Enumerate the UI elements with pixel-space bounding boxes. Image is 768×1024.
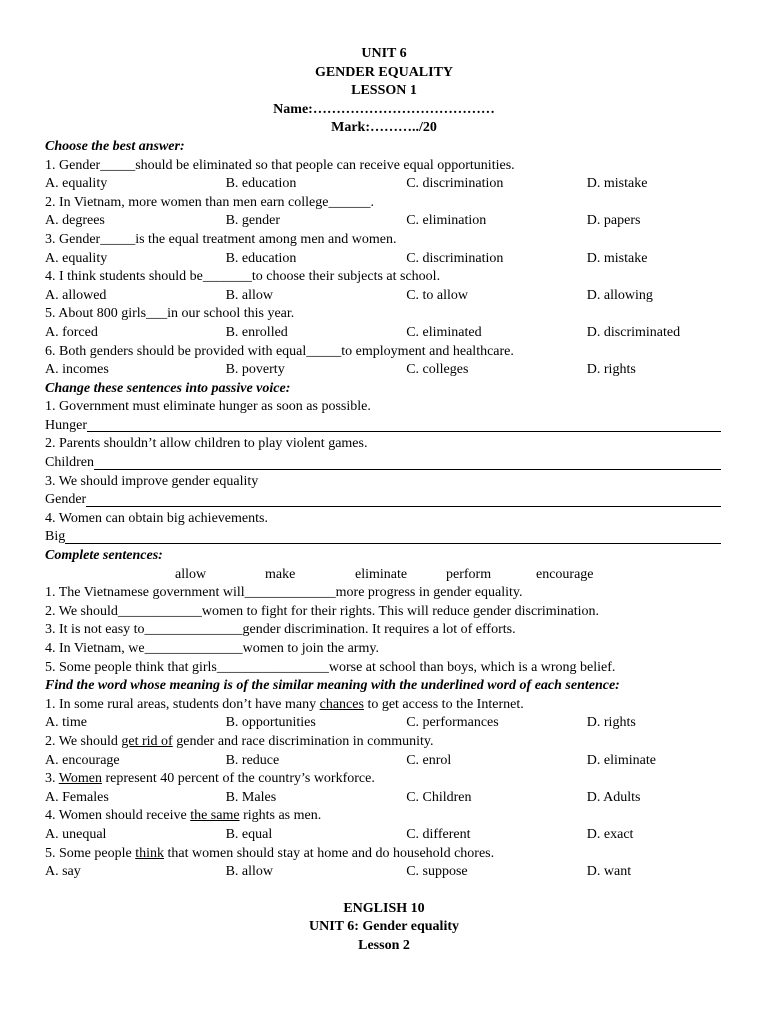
word-bank-item: make: [265, 566, 296, 582]
answer-option: A. degrees: [45, 213, 105, 229]
name-field: Name:…………………………………: [273, 101, 495, 117]
answer-line: [45, 528, 723, 547]
answer-option: A. equality: [45, 176, 108, 192]
answer-start-word: Children: [45, 455, 94, 471]
answer-option: B. allow: [225, 864, 274, 880]
options-row: [45, 826, 723, 845]
answer-option: D. eliminate: [586, 752, 656, 768]
answer-option: B. education: [225, 176, 297, 192]
answer-option: A. forced: [45, 324, 98, 340]
synonym-question: [45, 807, 723, 826]
answer-option: C. different: [406, 826, 471, 842]
answer-option: A. allowed: [45, 287, 107, 303]
answer-option: C. to allow: [406, 287, 469, 303]
word-bank: [45, 566, 723, 585]
synonym-question: [45, 845, 723, 864]
answer-rule: [86, 492, 721, 507]
answer-option: D. Adults: [586, 789, 641, 805]
question-pre: 2. We should: [45, 733, 122, 749]
answer-line: [45, 454, 723, 473]
answer-option: C. discrimination: [406, 176, 504, 192]
footer-unit-heading: UNIT 6: Gender equality: [309, 919, 459, 935]
answer-option: C. discrimination: [406, 250, 504, 266]
question-pre: 3.: [45, 771, 59, 787]
answer-option: D. mistake: [586, 176, 648, 192]
completion-sentence: 1. The Vietnamese government will_____________more progress in gender equality.: [45, 585, 523, 601]
answer-option: B. allow: [225, 287, 274, 303]
answer-option: A. Females: [45, 789, 109, 805]
answer-option: A. say: [45, 864, 81, 880]
question-text: 4. I think students should be_______to choose their subjects at school.: [45, 269, 441, 285]
answer-option: A. encourage: [45, 752, 120, 768]
answer-option: B. reduce: [225, 752, 280, 768]
question-post: gender and race discrimination in community.: [172, 733, 434, 749]
answer-option: A. incomes: [45, 362, 109, 378]
answer-option: B. equal: [225, 826, 273, 842]
answer-rule: [87, 417, 721, 432]
footer-lesson-heading: Lesson 2: [358, 937, 410, 953]
answer-option: D. discriminated: [586, 324, 681, 340]
section-passive: [45, 398, 723, 547]
options-row: [45, 212, 723, 231]
question-post: represent 40 percent of the country’s workforce.: [101, 771, 375, 787]
answer-option: D. rights: [586, 362, 636, 378]
answer-rule: [65, 529, 721, 544]
sentence-prompt: 4. Women can obtain big achievements.: [45, 510, 268, 526]
completion-sentence: 4. In Vietnam, we______________women to join the army.: [45, 641, 379, 656]
answer-line: [45, 491, 723, 510]
answer-option: C. suppose: [406, 864, 468, 880]
section-passive-title: Change these sentences into passive voice:: [45, 380, 291, 396]
answer-option: B. education: [225, 250, 297, 266]
options-row: [45, 250, 723, 269]
word-bank-item: allow: [175, 566, 207, 582]
options-row: [45, 324, 723, 343]
unit-heading: UNIT 6: [361, 46, 407, 61]
answer-option: B. gender: [225, 213, 281, 229]
completion-sentence: 3. It is not easy to______________gender discrimination. It requires a lot of efforts.: [45, 622, 516, 638]
underlined-word: think: [135, 845, 164, 861]
section-synonym: [45, 696, 723, 882]
answer-option: D. allowing: [586, 287, 653, 303]
synonym-question: [45, 733, 723, 752]
sentence-prompt: 3. We should improve gender equality: [45, 473, 259, 489]
answer-option: D. papers: [586, 213, 641, 229]
topic-heading: GENDER EQUALITY: [314, 64, 454, 80]
answer-start-word: Gender: [45, 492, 87, 508]
word-bank-item: eliminate: [355, 566, 408, 582]
answer-option: C. enrol: [406, 752, 452, 768]
sentence-prompt: 2. Parents shouldn’t allow children to play violent games.: [45, 436, 368, 452]
answer-option: B. opportunities: [225, 715, 316, 731]
answer-option: A. time: [45, 715, 87, 731]
options-row: [45, 714, 723, 733]
question-pre: 1. In some rural areas, students don’t have many: [45, 696, 320, 712]
section-synonym-title: Find the word whose meaning is of the similar meaning with the underlined word of each sentence:: [45, 678, 620, 694]
question-text: 6. Both genders should be provided with equal_____to employment and healthcare.: [45, 343, 514, 359]
answer-start-word: Big: [45, 529, 66, 545]
answer-start-word: Hunger: [45, 417, 87, 433]
synonym-question: [45, 696, 723, 715]
completion-sentence: 5. Some people think that girls________________worse at school than boys, which is a wrong belief.: [45, 659, 616, 675]
sentence-prompt: 1. Government must eliminate hunger as soon as possible.: [45, 399, 371, 415]
answer-option: D. want: [586, 864, 632, 880]
answer-option: B. enrolled: [225, 324, 288, 340]
word-bank-item: encourage: [536, 566, 594, 582]
options-row: [45, 789, 723, 808]
answer-option: C. eliminated: [406, 324, 482, 340]
question-text: 2. In Vietnam, more women than men earn college______.: [45, 194, 374, 210]
section-choose: [45, 157, 723, 380]
answer-option: A. unequal: [45, 826, 107, 842]
options-row: [45, 175, 723, 194]
options-row: [45, 863, 723, 882]
answer-option: D. exact: [586, 826, 634, 842]
question-text: 3. Gender_____is the equal treatment among men and women.: [45, 231, 397, 247]
mark-field: Mark:………../20: [331, 120, 437, 136]
question-text: 5. About 800 girls___in our school this year.: [45, 306, 295, 322]
question-text: 1. Gender_____should be eliminated so that people can receive equal opportunities.: [45, 157, 515, 173]
answer-option: D. mistake: [586, 250, 648, 266]
question-pre: 5. Some people: [45, 845, 136, 861]
section-complete-title: Complete sentences:: [45, 548, 163, 564]
answer-option: C. colleges: [406, 362, 469, 378]
options-row: [45, 287, 723, 306]
answer-option: C. elimination: [406, 213, 487, 229]
lesson-heading: LESSON 1: [351, 83, 417, 99]
answer-rule: [94, 455, 721, 470]
word-bank-item: perform: [446, 566, 492, 582]
completion-sentence: 2. We should____________women to fight for their rights. This will reduce gender discrimination.: [45, 603, 599, 619]
underlined-word: get rid of: [121, 733, 173, 749]
section-complete: [45, 584, 723, 677]
section-choose-title: Choose the best answer:: [45, 138, 185, 154]
question-pre: 4. Women should receive: [45, 808, 191, 824]
course-heading: ENGLISH 10: [343, 900, 425, 916]
question-post: to get access to the Internet.: [363, 696, 524, 712]
synonym-question: [45, 770, 723, 789]
answer-option: C. performances: [406, 715, 499, 731]
answer-option: A. equality: [45, 250, 108, 266]
underlined-word: chances: [319, 696, 364, 712]
answer-option: B. Males: [225, 789, 277, 805]
question-post: rights as men.: [239, 808, 322, 824]
options-row: [45, 752, 723, 771]
answer-option: B. poverty: [225, 362, 285, 378]
underlined-word: Women: [58, 771, 102, 787]
options-row: [45, 361, 723, 380]
question-post: that women should stay at home and do household chores.: [164, 845, 495, 861]
answer-line: [45, 417, 723, 436]
answer-option: C. Children: [406, 789, 472, 805]
answer-option: D. rights: [586, 715, 636, 731]
underlined-word: the same: [190, 808, 240, 824]
